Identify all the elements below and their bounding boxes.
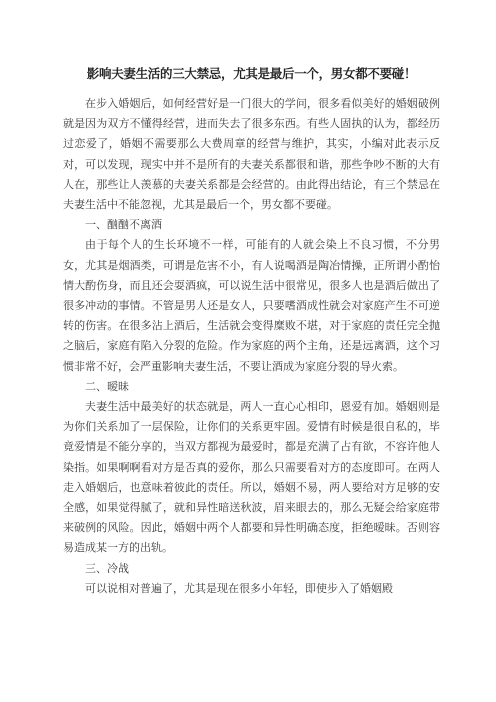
section-body-3: 可以说相对普遍了，尤其是现在很多小年轻，即使步入了婚姻殿 — [85, 581, 393, 595]
section-heading-3: 三、冷战 — [85, 561, 129, 575]
section-body-2: 夫妻生活中最美好的状态就是，两人一直心心相印，恩爱有加。婚姻则是为你们关系加了一层保险，让你们的关系更牢固。爱情有时候是很自私的，毕竟爱情是不能分享的，当双方都视为最爱时，都是充满了占有欲，不容许他人染指。如果啊啊看对方是否真的爱你，那么只需要看对方的态度即可。在两人走入婚姻后，也意味着彼此的责任。所以，婚姻不易，两人要给对方足够的安全感，如果觉得腻了，就和异性暗送秋波，眉来眼去的，那么无疑会给家庭带来破例的风险。因此，婚姻中两个人都要和异性明确态度，拒绝暧昧。否则容易造成某一方的出轨。 — [63, 400, 440, 555]
section-heading-1: 一、酗酗不离酒 — [85, 218, 162, 232]
section-heading-2: 二、暧昧 — [85, 379, 129, 393]
section-body-1: 由于每个人的生长环境不一样，可能有的人就会染上不良习惯，不分男女，尤其是烟酒类，可谓是危害不小，有人说喝酒是陶冶情操，正所谓小酌怡情大酌伤身，而且还会耍酒疯，可以说生活中很常见，很多人也是酒后做出了很多冲动的事情。不管是男人还是女人，只要嗜酒成性就会对家庭产生不可逆转的伤害。在很多沾上酒后，生活就会变得糜败不堪，对于家庭的责任完全抛之脑后，家庭有陷入分裂的危险。作为家庭的两个主角，还是远离酒，这个习惯非常不好，会严重影响夫妻生活，不要让酒成为家庭分裂的导火索。 — [63, 238, 440, 373]
article-title: 影响夫妻生活的三大禁忌，尤其是最后一个，男女都不要碰！ — [86, 66, 417, 81]
intro-paragraph: 在步入婚姻后，如何经营好是一门很大的学问，很多看似美好的婚姻破例就是因为双方不懂得经营，进而失去了很多东西。有些人固执的认为，都经历过恋爱了，婚姻不需要那么大费周章的经营与维护，其实，小编对此表示反对，可以发现，现实中并不是所有的夫妻关系都很和谐，那些争吵不断的大有人在，那些让人羡慕的夫妻关系都是会经营的。由此得出结论，有三个禁忌在夫妻生活中不能忽视，尤其是最后一个，男女都不要碰。 — [63, 97, 440, 212]
